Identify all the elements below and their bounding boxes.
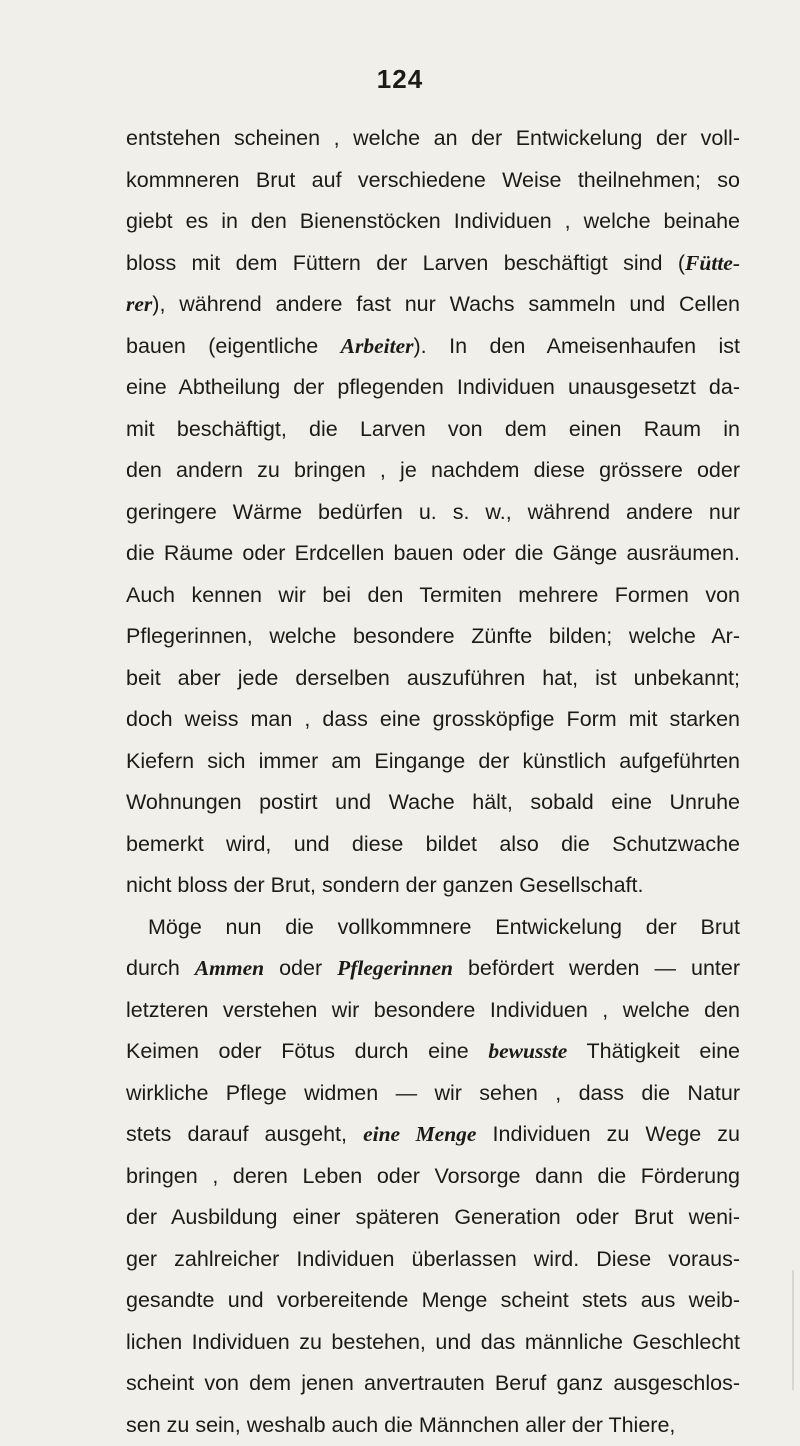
text-line	[126, 1322, 740, 1364]
text-segment: ). In den Ameisenhaufen ist	[414, 334, 740, 358]
text-segment: den andern zu bringen , je nachdem diese grössere oder	[126, 458, 740, 482]
text-segment: kommneren Brut auf verschiedene Weise theilnehmen; so	[126, 168, 740, 192]
text-line	[126, 1197, 740, 1239]
text-segment: gesandte und vorbereitende Menge scheint stets aus weib-	[126, 1288, 740, 1312]
emphasized-text: rer	[126, 292, 152, 316]
text-segment: bloss mit dem Füttern der Larven beschäftigt sind (	[126, 251, 685, 275]
text-segment: eine Abtheilung der pflegenden Individuen unausgesetzt da-	[126, 375, 740, 399]
text-line	[126, 1239, 740, 1281]
text-line	[126, 201, 740, 243]
text-line	[126, 492, 740, 534]
text-line	[126, 1280, 740, 1322]
text-line	[126, 160, 740, 202]
text-line	[126, 450, 740, 492]
text-line	[126, 367, 740, 409]
text-line	[126, 1073, 740, 1115]
text-segment: bemerkt wird, und diese bildet also die Schutzwache	[126, 832, 740, 856]
text-segment: sen zu sein, weshalb auch die Männchen aller der Thiere,	[126, 1413, 675, 1437]
text-line	[126, 118, 740, 160]
text-segment: bringen , deren Leben oder Vorsorge dann die Förderung	[126, 1164, 740, 1188]
text-segment: beit aber jede derselben auszuführen hat, ist unbekannt;	[126, 666, 740, 690]
text-line	[126, 824, 740, 866]
text-segment: Wohnungen postirt und Wache hält, sobald eine Unruhe	[126, 790, 740, 814]
text-segment: giebt es in den Bienenstöcken Individuen , welche beinahe	[126, 209, 740, 233]
text-segment: scheint von dem jenen anvertrauten Beruf ganz ausgeschlos-	[126, 1371, 740, 1395]
text-segment: Auch kennen wir bei den Termiten mehrere Formen von	[126, 583, 740, 607]
text-line	[126, 658, 740, 700]
text-line	[126, 1363, 740, 1405]
text-segment: entstehen scheinen , welche an der Entwickelung der voll-	[126, 126, 740, 150]
text-line	[126, 575, 740, 617]
text-line	[126, 865, 740, 907]
text-line	[126, 907, 740, 949]
text-segment: Thätigkeit eine	[567, 1039, 740, 1063]
text-segment: ), während andere fast nur Wachs sammeln und Cellen	[152, 292, 740, 316]
text-segment: stets darauf ausgeht,	[126, 1122, 363, 1146]
text-segment: ger zahlreicher Individuen überlassen wird. Diese voraus-	[126, 1247, 740, 1271]
text-segment: Pflegerinnen, welche besondere Zünfte bilden; welche Ar-	[126, 624, 740, 648]
page-number: 124	[0, 64, 800, 94]
text-line	[126, 699, 740, 741]
text-segment: durch	[126, 956, 195, 980]
text-line	[126, 1031, 740, 1073]
text-segment: Individuen zu Wege zu	[476, 1122, 740, 1146]
text-line	[126, 616, 740, 658]
text-line	[126, 1114, 740, 1156]
text-line	[126, 409, 740, 451]
text-segment: nicht bloss der Brut, sondern der ganzen Gesellschaft.	[126, 873, 643, 897]
text-segment: mit beschäftigt, die Larven von dem einen Raum in	[126, 417, 740, 441]
emphasized-text: eine Menge	[363, 1122, 476, 1146]
body-text	[126, 118, 740, 1446]
emphasized-text: Ammen	[195, 956, 264, 980]
text-segment: bauen (eigentliche	[126, 334, 341, 358]
text-line	[126, 533, 740, 575]
text-segment: der Ausbildung einer späteren Generation oder Brut weni-	[126, 1205, 740, 1229]
text-line	[126, 326, 740, 368]
text-line	[126, 990, 740, 1032]
text-segment: die Räume oder Erdcellen bauen oder die Gänge ausräumen.	[126, 541, 740, 565]
text-line	[126, 243, 740, 285]
text-line	[126, 782, 740, 824]
text-line	[126, 948, 740, 990]
text-segment: Möge nun die vollkommnere Entwickelung der Brut	[148, 915, 740, 939]
text-line	[126, 284, 740, 326]
text-segment: Keimen oder Fötus durch eine	[126, 1039, 488, 1063]
text-segment: letzteren verstehen wir besondere Individuen , welche den	[126, 998, 740, 1022]
text-segment: doch weiss man , dass eine grossköpfige Form mit starken	[126, 707, 740, 731]
text-segment: Kiefern sich immer am Eingange der künstlich aufgeführten	[126, 749, 740, 773]
text-segment: geringere Wärme bedürfen u. s. w., während andere nur	[126, 500, 740, 524]
text-line	[126, 1405, 740, 1446]
text-segment: oder	[264, 956, 337, 980]
emphasized-text: Arbeiter	[341, 334, 414, 358]
text-segment: befördert werden — unter	[453, 956, 740, 980]
emphasized-text: Fütte-	[685, 251, 740, 275]
emphasized-text: bewusste	[488, 1039, 567, 1063]
text-line	[126, 741, 740, 783]
text-segment: lichen Individuen zu bestehen, und das männliche Geschlecht	[126, 1330, 740, 1354]
text-line	[126, 1156, 740, 1198]
emphasized-text: Pflegerinnen	[337, 956, 453, 980]
page-edge-shadow	[792, 1270, 794, 1390]
text-segment: wirkliche Pflege widmen — wir sehen , dass die Natur	[126, 1081, 740, 1105]
